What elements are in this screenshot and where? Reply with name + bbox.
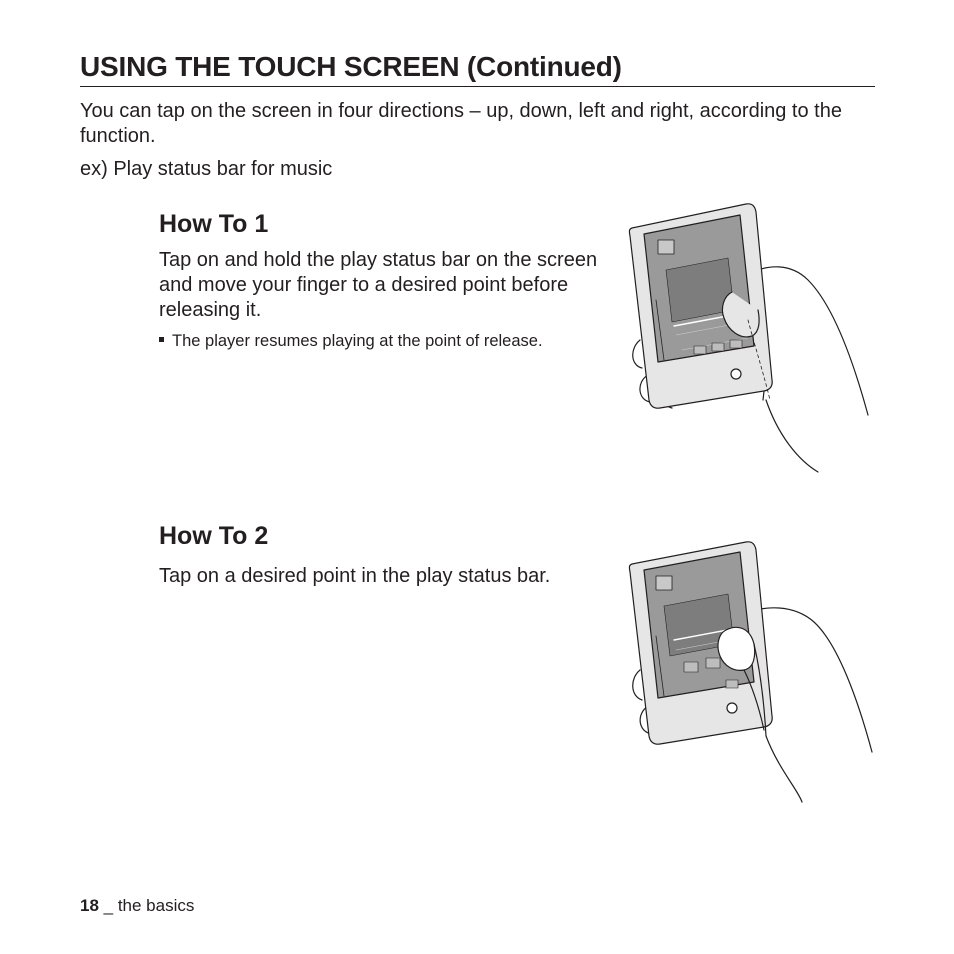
footer-separator: _: [98, 896, 118, 915]
how-to-1-heading: How To 1: [159, 210, 269, 238]
bullet-icon: [159, 337, 164, 342]
intro-paragraph: You can tap on the screen in four directions – up, down, left and right, according to the function.: [80, 100, 842, 147]
page-number: 18: [80, 896, 99, 915]
footer-section: the basics: [117, 896, 195, 915]
how-to-2-heading: How To 2: [159, 522, 269, 550]
how-to-1-note: [159, 330, 629, 352]
how-to-2-body: Tap on a desired point in the play status bar.: [159, 565, 551, 587]
page-title: USING THE TOUCH SCREEN (Continued): [80, 50, 875, 87]
hand-tap-illustration: [626, 540, 876, 808]
how-to-1-note-text: The player resumes playing at the point of release.: [172, 332, 543, 350]
example-label: ex) Play status bar for music: [80, 158, 333, 180]
page-footer: [80, 895, 194, 917]
how-to-1-body: Tap on and hold the play status bar on the screen and move your finger to a desired point before releasing it.: [159, 249, 598, 321]
hand-drag-illustration: [628, 200, 873, 475]
